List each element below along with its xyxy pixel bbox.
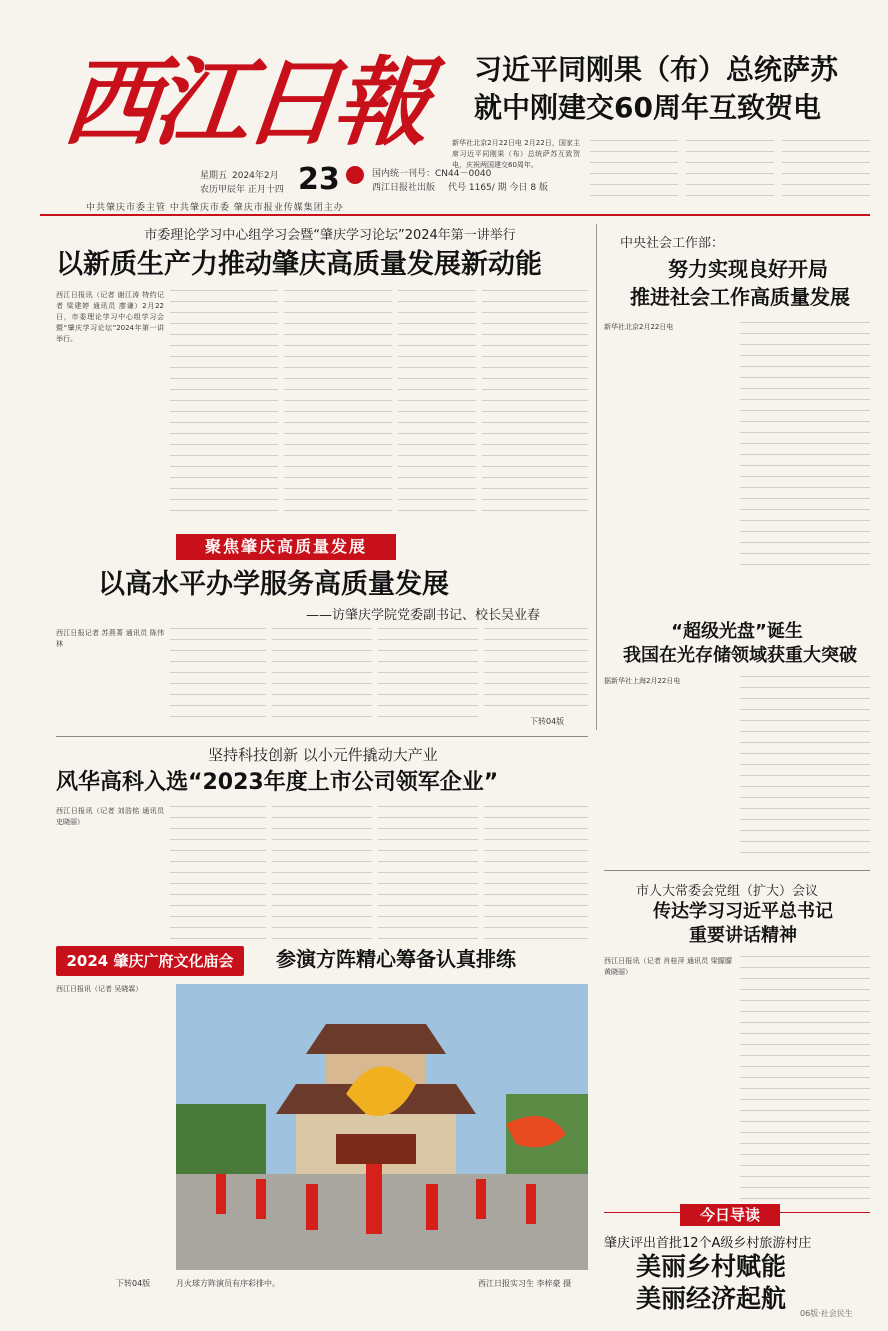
story-a-col5	[482, 290, 588, 518]
story-d-col2	[740, 676, 870, 862]
story-f-lead: 西江日报讯（记者 肖桂萍 通讯员 梁朦朦 黄晓丽）	[604, 957, 732, 976]
story-e-headline: 风华高科入选“2023年度上市公司领军企业”	[56, 770, 499, 795]
story-c-col2	[170, 628, 266, 726]
masthead-lunar: 农历甲辰年 正月十四	[200, 185, 284, 195]
story-e-col4	[378, 806, 478, 940]
today-slogan-2: 美丽经济起航	[636, 1284, 787, 1313]
story-g-jump-link[interactable]: 下转04版	[116, 1279, 151, 1288]
photo-caption: 月火球方阵演员有序彩排中。	[176, 1279, 280, 1288]
story-b-headline-1: 努力实现良好开局	[668, 257, 828, 281]
story-b-lead: 新华社北京2月22日电	[604, 323, 674, 331]
story-g-lead: 西江日报讯（记者 吴晓霖）	[56, 985, 143, 993]
today-label: 今日导读	[680, 1204, 780, 1226]
story-f-headline-2: 重要讲话精神	[689, 925, 797, 946]
org-line: 中共肇庆市委主管 中共肇庆市委 肇庆市报业传媒集团主办	[86, 203, 344, 213]
top-story-col3	[686, 140, 774, 206]
issue-number: 23	[298, 162, 340, 197]
today-page-ref[interactable]: 06版·社会民生	[800, 1309, 853, 1318]
story-e-col5	[484, 806, 588, 940]
story-e-col2	[170, 806, 266, 940]
story-c-col5	[484, 628, 588, 714]
story-g-headline: 参演方阵精心筹备认真排练	[276, 947, 516, 971]
focus-banner: 聚焦肇庆高质量发展	[176, 534, 396, 560]
story-f-rule	[604, 870, 870, 871]
story-b-headline-2: 推进社会工作高质量发展	[630, 285, 850, 309]
story-d-headline-1: “超级光盘”诞生	[671, 621, 803, 642]
code-info: 代号 1165/ 期 今日 8 版	[448, 183, 548, 193]
story-a-headline: 以新质生产力推动肇庆高质量发展新动能	[56, 249, 542, 280]
story-c-jump-link[interactable]: 下转04版	[530, 717, 565, 726]
story-b-kicker: 中央社会工作部：	[620, 236, 725, 251]
story-a-lead: 西江日报讯（记者 谢江涛 特约记者 梁建婷 通讯员 廖谦）2月22日，市委理论学习中心组学习会暨“肇庆学习论坛”2024年第一讲举行。	[56, 291, 164, 343]
top-story-col2	[590, 140, 678, 206]
masthead-logo: 西江日報	[58, 46, 430, 159]
cn-code: 国内统一刊号：CN44－0040	[372, 169, 492, 179]
story-e-kicker: 坚持科技创新 以小元件撬动大产业	[208, 746, 438, 764]
top-headline-2: 就中刚建交60周年互致贺电	[474, 91, 821, 124]
story-f-col2	[740, 956, 870, 1200]
story-c-headline: 以高水平办学服务高质量发展	[98, 569, 449, 600]
masthead-weekday: 星期五	[200, 171, 228, 181]
temple-fair-photo	[176, 984, 588, 1270]
top-story-lead: 新华社北京2月22日电 2月22日，国家主席习近平同刚果（布）总统萨苏互致贺电，庆祝两国建交60周年。	[452, 139, 580, 169]
masthead-rule	[40, 214, 870, 216]
story-e-col3	[272, 806, 372, 940]
masthead-date: 2024年2月	[232, 171, 279, 181]
story-c-col4	[378, 628, 478, 726]
top-story-col4	[782, 140, 870, 206]
story-d-lead: 据新华社上海2月22日电	[604, 677, 681, 685]
story-a-kicker: 市委理论学习中心组学习会暨“肇庆学习论坛”2024年第一讲举行	[144, 228, 516, 243]
story-a-col4	[398, 290, 476, 518]
top-headline-1: 习近平同刚果（布）总统萨苏	[474, 53, 839, 86]
column-divider	[596, 224, 597, 730]
publisher: 西江日报社出版	[372, 183, 436, 193]
story-f-kicker: 市人大常委会党组（扩大）会议	[636, 884, 819, 899]
story-c-lead: 西江日报记者 苏燕菁 通讯员 陈伟林	[56, 629, 164, 648]
story-d-headline-2: 我国在光存储领域获重大突破	[623, 645, 857, 666]
section-rule	[56, 736, 588, 737]
story-c-col3	[272, 628, 372, 726]
story-a-col2	[170, 290, 278, 518]
story-c-subhead: ——访肇庆学院党委副书记、校长吴业春	[306, 608, 541, 623]
temple-fair-banner: 2024 肇庆广府文化庙会	[56, 946, 244, 976]
story-b-col2	[740, 322, 870, 572]
story-e-lead: 西江日报讯（记者 刘浩铭 通讯员 史晓丽）	[56, 807, 164, 826]
story-f-headline-1: 传达学习习近平总书记	[653, 901, 833, 922]
story-a-col3	[284, 290, 392, 518]
today-slogan-1: 美丽乡村赋能	[636, 1252, 787, 1281]
photo-credit: 西江日报实习生 李梓豪 摄	[478, 1279, 572, 1288]
today-line[interactable]: 肇庆评出首批12个A级乡村旅游村庄	[604, 1236, 812, 1251]
logo-circle-icon	[346, 166, 364, 184]
